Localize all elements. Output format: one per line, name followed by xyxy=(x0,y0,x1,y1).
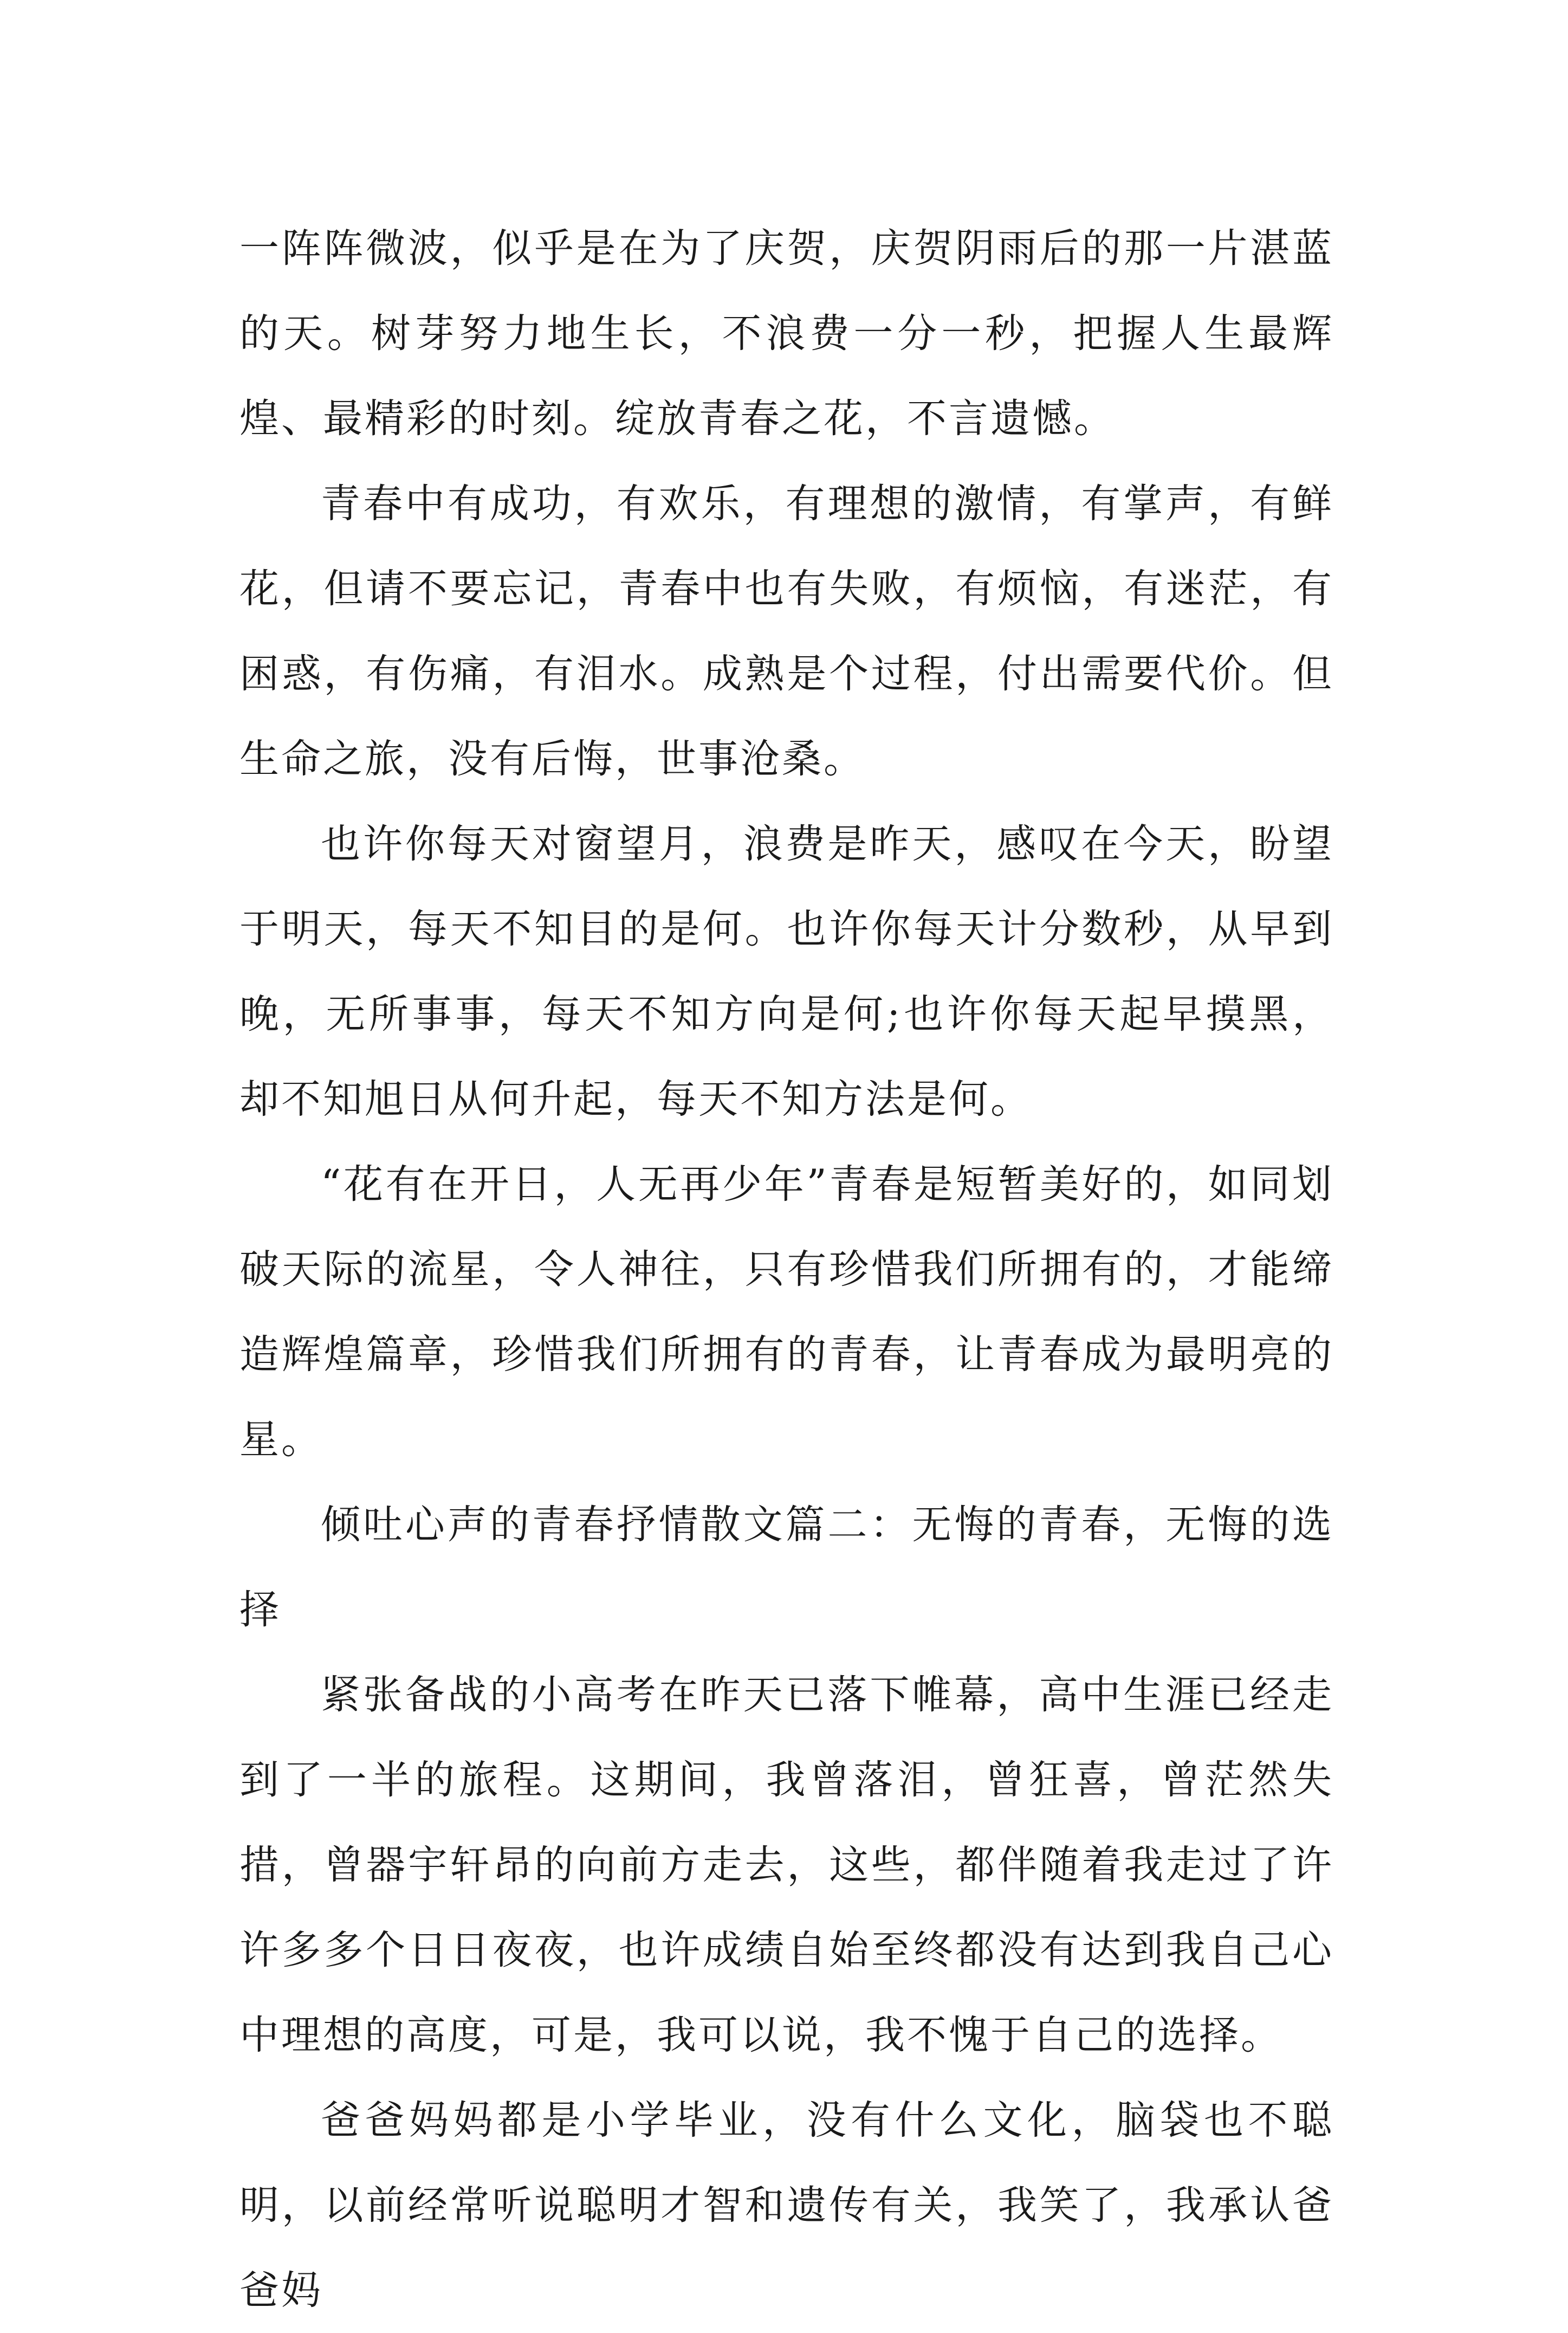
paragraph-4: “花有在开日，人无再少年”青春是短暂美好的，如同划破天际的流星，令人神往，只有珍惜我们所拥有的，才能缔造辉煌篇章，珍惜我们所拥有的青春，让青春成为最明亮的星。 xyxy=(239,1161,1334,1463)
paragraph-5: 紧张备战的小高考在昨天已落下帷幕，高中生涯已经走到了一半的旅程。这期间，我曾落泪，曾狂喜，曾茫然失措，曾器宇轩昂的向前方走去，这些，都伴随着我走过了许许多多个日日夜夜，也许成绩自始至终都没有达到我自己心中理想的高度，可是，我可以说，我不愧于自己的选择。 xyxy=(239,1672,1334,2058)
paragraph-1: 一阵阵微波，似乎是在为了庆贺，庆贺阴雨后的那一片湛蓝的天。树芽努力地生长，不浪费一分一秒，把握人生最辉煌、最精彩的时刻。绽放青春之花，不言遗憾。 xyxy=(239,225,1334,442)
section-heading: 倾吐心声的青春抒情散文篇二：无悔的青春，无悔的选择 xyxy=(239,1502,1334,1633)
paragraph-3: 也许你每天对窗望月，浪费是昨天，感叹在今天，盼望于明天，每天不知目的是何。也许你每天计分数秒，从早到晚，无所事事，每天不知方向是何;也许你每天起早摸黑，却不知旭日从何升起，每天不知方法是何。 xyxy=(239,821,1334,1122)
paragraph-6: 爸爸妈妈都是小学毕业，没有什么文化，脑袋也不聪明，以前经常听说聪明才智和遗传有关，我笑了，我承认爸爸妈 xyxy=(239,2097,1334,2313)
paragraph-2: 青春中有成功，有欢乐，有理想的激情，有掌声，有鲜花，但请不要忘记，青春中也有失败，有烦恼，有迷茫，有困惑，有伤痛，有泪水。成熟是个过程，付出需要代价。但生命之旅，没有后悔，世事沧桑。 xyxy=(239,481,1334,782)
document-body xyxy=(239,206,1334,2333)
